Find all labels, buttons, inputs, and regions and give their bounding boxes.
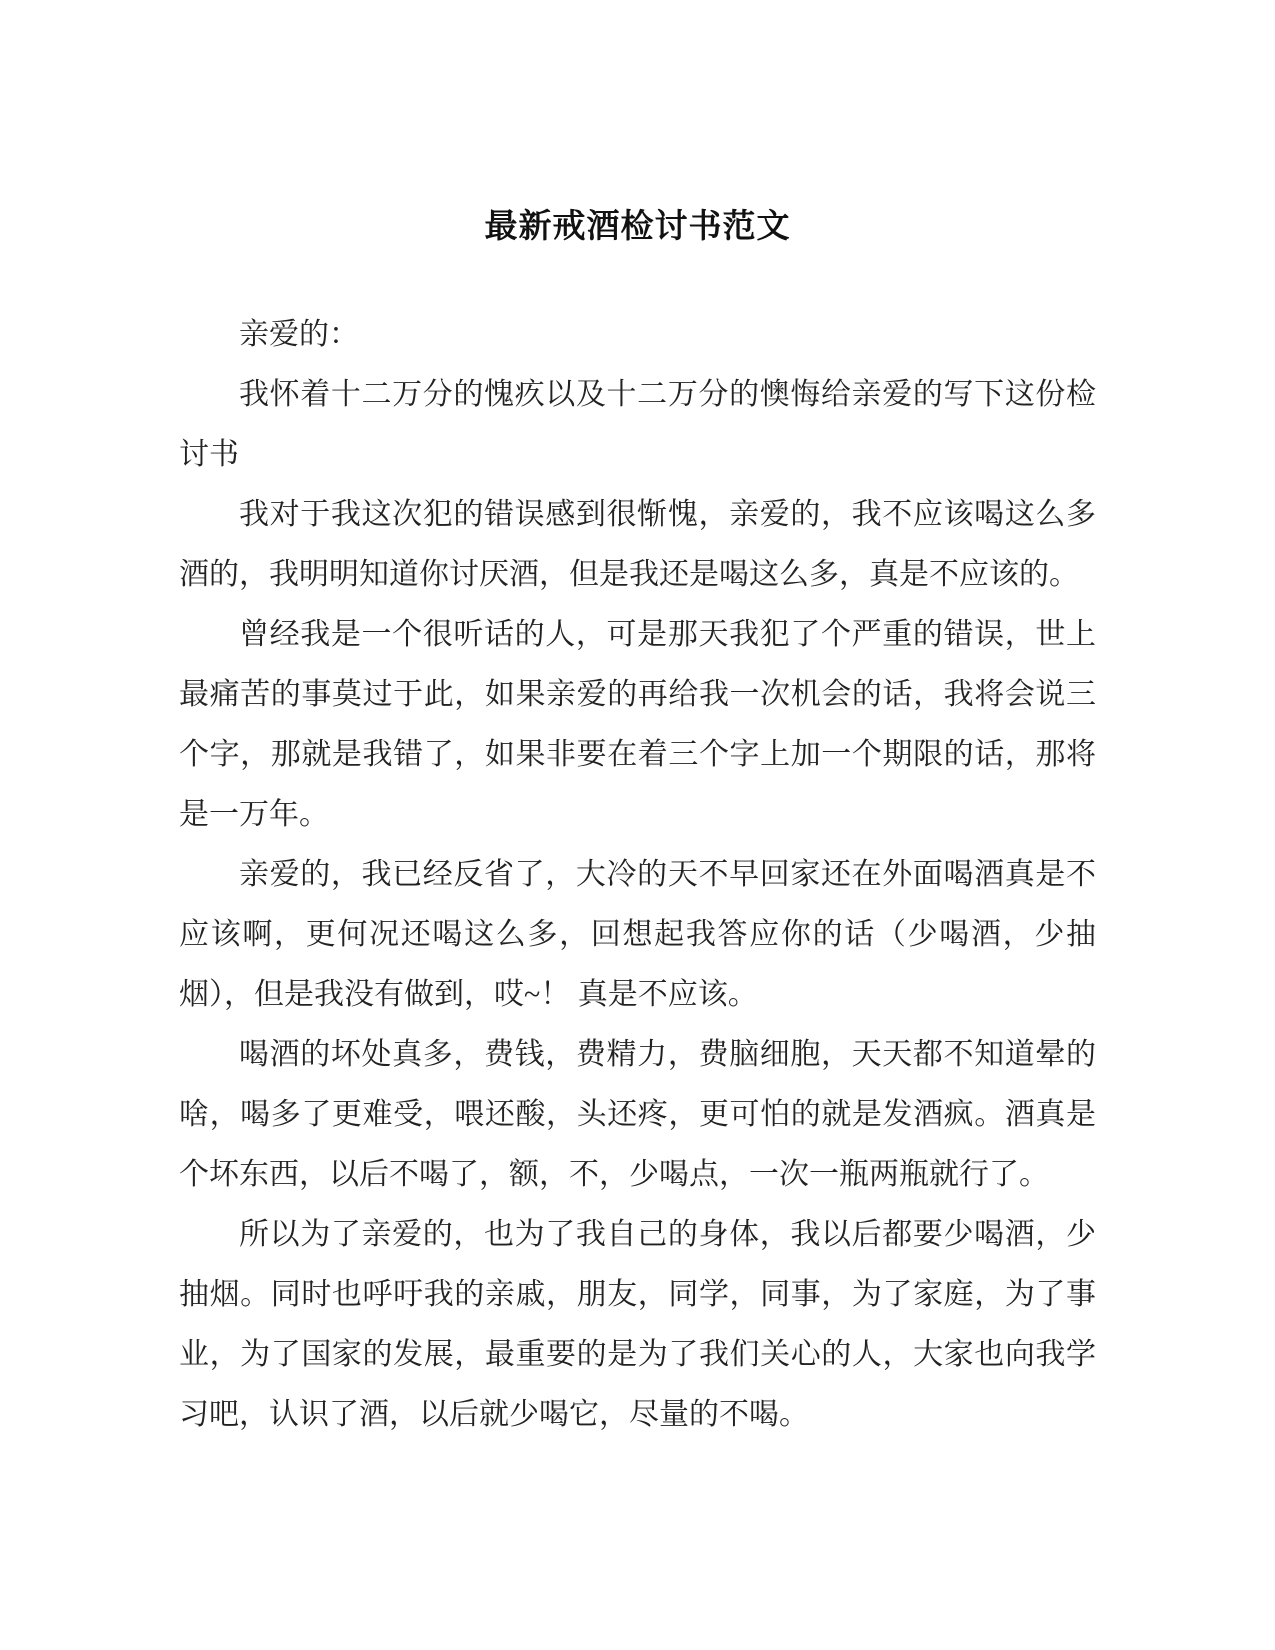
paragraph-5: 喝酒的坏处真多，费钱，费精力，费脑细胞，天天都不知道晕的啥，喝多了更难受，喂还酸，头还疼，更可怕的就是发酒疯。酒真是个坏东西，以后不喝了，额，不，少喝点，一次一瓶两瓶就行了。 [179,1038,1096,1191]
paragraph-3: 曾经我是一个很听话的人，可是那天我犯了个严重的错误，世上最痛苦的事莫过于此，如果亲爱的再给我一次机会的话，我将会说三个字，那就是我错了，如果非要在着三个字上加一个期限的话，那将是一万年。 [179,618,1096,831]
paragraph-1: 我怀着十二万分的愧疚以及十二万分的懊悔给亲爱的写下这份检讨书 [179,378,1096,471]
document-content [179,200,1096,1445]
paragraph-4: 亲爱的，我已经反省了，大冷的天不早回家还在外面喝酒真是不应该啊，更何况还喝这么多，回想起我答应你的话（少喝酒，少抽烟），但是我没有做到，哎~！ 真是不应该。 [179,858,1096,1011]
paragraph-6: 所以为了亲爱的，也为了我自己的身体，我以后都要少喝酒，少抽烟。同时也呼吁我的亲戚，朋友，同学，同事，为了家庭，为了事业，为了国家的发展，最重要的是为了我们关心的人，大家也向我学习吧，认识了酒，以后就少喝它，尽量的不喝。 [179,1218,1096,1431]
document-title: 最新戒酒检讨书范文 [484,207,791,244]
document-body [179,305,1096,1445]
paragraph-salutation: 亲爱的： [239,318,359,351]
paragraph-2: 我对于我这次犯的错误感到很惭愧，亲爱的，我不应该喝这么多酒的，我明明知道你讨厌酒，但是我还是喝这么多，真是不应该的。 [179,498,1096,591]
